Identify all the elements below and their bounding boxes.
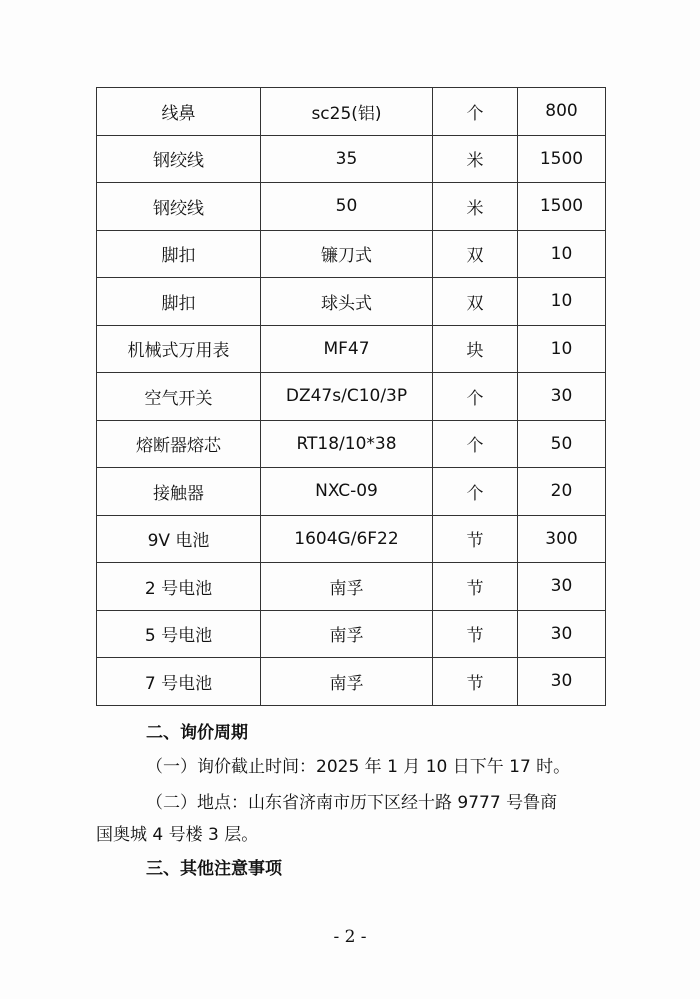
table-row [97, 183, 606, 231]
table-row [97, 135, 606, 183]
item-spec: MF47 [261, 325, 433, 373]
item-name: 脚扣 [97, 278, 261, 326]
item-qty: 10 [518, 325, 606, 373]
item-qty: 800 [518, 88, 606, 136]
item-qty: 20 [518, 468, 606, 516]
item-unit: 个 [433, 468, 518, 516]
item-name: 接触器 [97, 468, 261, 516]
item-unit: 节 [433, 610, 518, 658]
item-qty: 30 [518, 563, 606, 611]
table-row [97, 468, 606, 516]
materials-table [96, 87, 606, 706]
table-row [97, 420, 606, 468]
item-name: 5 号电池 [97, 610, 261, 658]
item-name: 钢绞线 [97, 135, 261, 183]
table-row [97, 658, 606, 706]
item-unit: 块 [433, 325, 518, 373]
item-name: 9V 电池 [97, 515, 261, 563]
item-spec: 南孚 [261, 563, 433, 611]
inquiry-location-line2: 国奥城 4 号楼 3 层。 [96, 825, 259, 845]
item-unit: 双 [433, 278, 518, 326]
item-unit: 个 [433, 420, 518, 468]
item-spec: 南孚 [261, 610, 433, 658]
item-spec: RT18/10*38 [261, 420, 433, 468]
table-row [97, 563, 606, 611]
item-spec: 35 [261, 135, 433, 183]
item-spec: sc25(铝) [261, 88, 433, 136]
item-qty: 1500 [518, 183, 606, 231]
item-spec: NXC-09 [261, 468, 433, 516]
item-name: 7 号电池 [97, 658, 261, 706]
item-spec: 球头式 [261, 278, 433, 326]
item-unit: 双 [433, 230, 518, 278]
item-unit: 节 [433, 515, 518, 563]
item-unit: 节 [433, 563, 518, 611]
item-qty: 30 [518, 373, 606, 421]
item-name: 熔断器熔芯 [97, 420, 261, 468]
section-heading-inquiry-period: 二、询价周期 [146, 723, 248, 743]
table-row [97, 515, 606, 563]
item-qty: 1500 [518, 135, 606, 183]
item-spec: 1604G/6F22 [261, 515, 433, 563]
item-name: 钢绞线 [97, 183, 261, 231]
item-name: 2 号电池 [97, 563, 261, 611]
item-name: 空气开关 [97, 373, 261, 421]
table-row [97, 325, 606, 373]
inquiry-deadline: （一）询价截止时间：2025 年 1 月 10 日下午 17 时。 [146, 757, 571, 777]
table-row [97, 373, 606, 421]
item-spec: 50 [261, 183, 433, 231]
item-qty: 30 [518, 610, 606, 658]
table-row [97, 88, 606, 136]
item-spec: DZ47s/C10/3P [261, 373, 433, 421]
item-name: 脚扣 [97, 230, 261, 278]
item-spec: 南孚 [261, 658, 433, 706]
item-spec: 镰刀式 [261, 230, 433, 278]
item-unit: 个 [433, 88, 518, 136]
item-unit: 米 [433, 135, 518, 183]
item-name: 机械式万用表 [97, 325, 261, 373]
table-row [97, 278, 606, 326]
item-unit: 节 [433, 658, 518, 706]
section-heading-other-notes: 三、其他注意事项 [146, 859, 282, 879]
table-row [97, 610, 606, 658]
inquiry-location-line1: （二）地点：山东省济南市历下区经十路 9777 号鲁商 [146, 793, 558, 813]
item-unit: 个 [433, 373, 518, 421]
page-number: - 2 - [333, 927, 367, 947]
table-row [97, 230, 606, 278]
item-qty: 30 [518, 658, 606, 706]
item-qty: 50 [518, 420, 606, 468]
item-unit: 米 [433, 183, 518, 231]
item-qty: 10 [518, 230, 606, 278]
item-qty: 300 [518, 515, 606, 563]
item-qty: 10 [518, 278, 606, 326]
item-name: 线鼻 [97, 88, 261, 136]
